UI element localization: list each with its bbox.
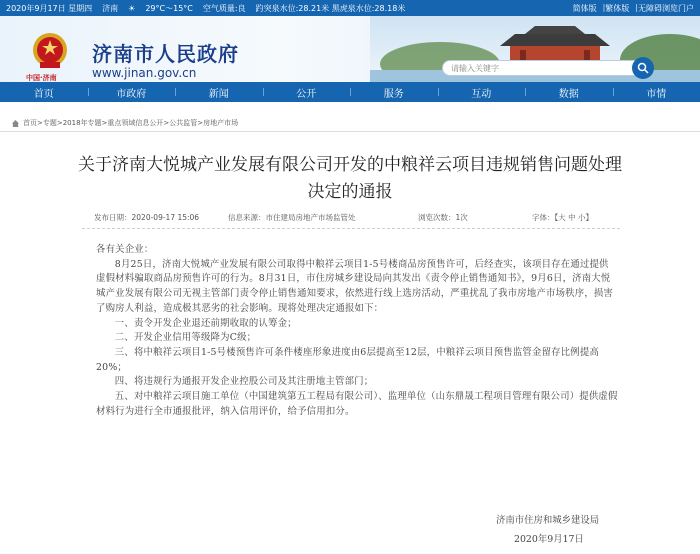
list-item: 五、对中粮祥云项目施工单位（中国建筑第五工程局有限公司）、监理单位（山东鼎晟工程项目管理有限公司）提供虚假材料行为进行全市通报批评，纳入信用评价，给予信用扣分。 [96,391,618,417]
nav-item-services[interactable]: 服务 [350,85,438,100]
nav-item-data[interactable]: 数据 [525,85,613,100]
nav-item-home[interactable]: 首页 [33,88,54,100]
nav-item-interaction[interactable]: 互动 [438,85,526,100]
site-banner [0,16,700,82]
date-text: 2020年9月17日 星期四 [6,3,93,13]
list-item: 一、责令开发企业退还前期收取的认筹金； [114,317,297,329]
city-text: 济南 [102,3,119,13]
salutation: 各有关企业： [96,244,154,255]
site-url: www.jinan.gov.cn [92,66,197,80]
search-input[interactable]: 请输入关键字 [442,60,642,76]
list-item: 三、将中粮祥云项目1-5号楼预售许可条件楼座形象进度由6层提高至12层，中粮祥云项目预售监管金留存比例提高20%； [96,346,600,373]
nav-item-public[interactable]: 公开 [263,85,351,100]
article-title: 关于济南大悦城产业发展有限公司开发的中粮祥云项目违规销售问题处理 [78,155,622,175]
article-body [96,243,618,419]
breadcrumb-path[interactable]: 首页>专题>2018年专题>重点领域信息公开>公共监管>房地产市场 [23,119,239,127]
national-emblem-icon [32,32,68,70]
font-size-switcher[interactable]: 字体：【大 中 小】 [532,213,594,222]
info-source: 信息来源：市住建局房地产市场监管处 [228,213,356,222]
publish-time: 发布日期：2020-09-17 15:06 [94,213,200,222]
nav-item-government[interactable]: 市政府 [88,85,176,100]
nav-item-city-info[interactable]: 市情 [613,85,700,100]
signature: 济南市住房和城乡建设局 [496,515,600,526]
search-icon[interactable] [632,57,654,79]
breadcrumb [12,117,238,129]
top-info-bar [0,0,700,16]
divider: | [602,2,606,12]
nav-item-news[interactable]: 新闻 [175,85,263,100]
site-title[interactable]: 济南市人民政府 [92,42,239,66]
home-icon [12,120,19,127]
water-level-text: 趵突泉水位:28.21米 黑虎泉水位:28.18米 [255,3,406,13]
main-nav [0,82,700,102]
temperature-text: 29°C～15°C [145,3,193,13]
view-count: 浏览次数：1次 [418,213,468,222]
article-meta [94,212,593,223]
list-item: 二、开发企业信用等级降为C级； [114,332,257,344]
traditional-link[interactable]: 繁体版 [605,3,630,13]
divider [0,131,700,132]
sign-date: 2020年9月17日 [514,534,584,545]
brand-lettering: 中国·济南 [26,74,57,82]
weather-icon: ☀ [128,3,136,13]
list-item: 四、将违规行为通报开发企业控股公司及其注册地主管部门； [114,376,374,388]
divider: | [635,2,638,12]
air-quality-text: 空气质量:良 [202,3,246,13]
divider [82,228,620,229]
paragraph: 8月25日，济南大悦城产业发展有限公司取得中粮祥云项目1-5号楼商品房预售许可，后经查实，该项目存在通过提供虚假材料骗取商品房预售许可的行为。8月31日，市住房城乡建设局向其发出《责令停止销售通知书》，9月6日，济南大悦城产业发展有限公司无视主管部门责令停止销售通知要求，依然进行线上选房活动，严重扰乱了我市房地产市场秩序，损害了购房人利益，造成极其恶劣的社会影响。现将处理决定通报如下： [96,258,614,314]
article-title-line2: 决定的通报 [307,182,393,202]
simplified-link[interactable]: 简体版 [572,3,597,13]
accessibility-link[interactable]: 无障碍浏览门户 [638,3,694,13]
